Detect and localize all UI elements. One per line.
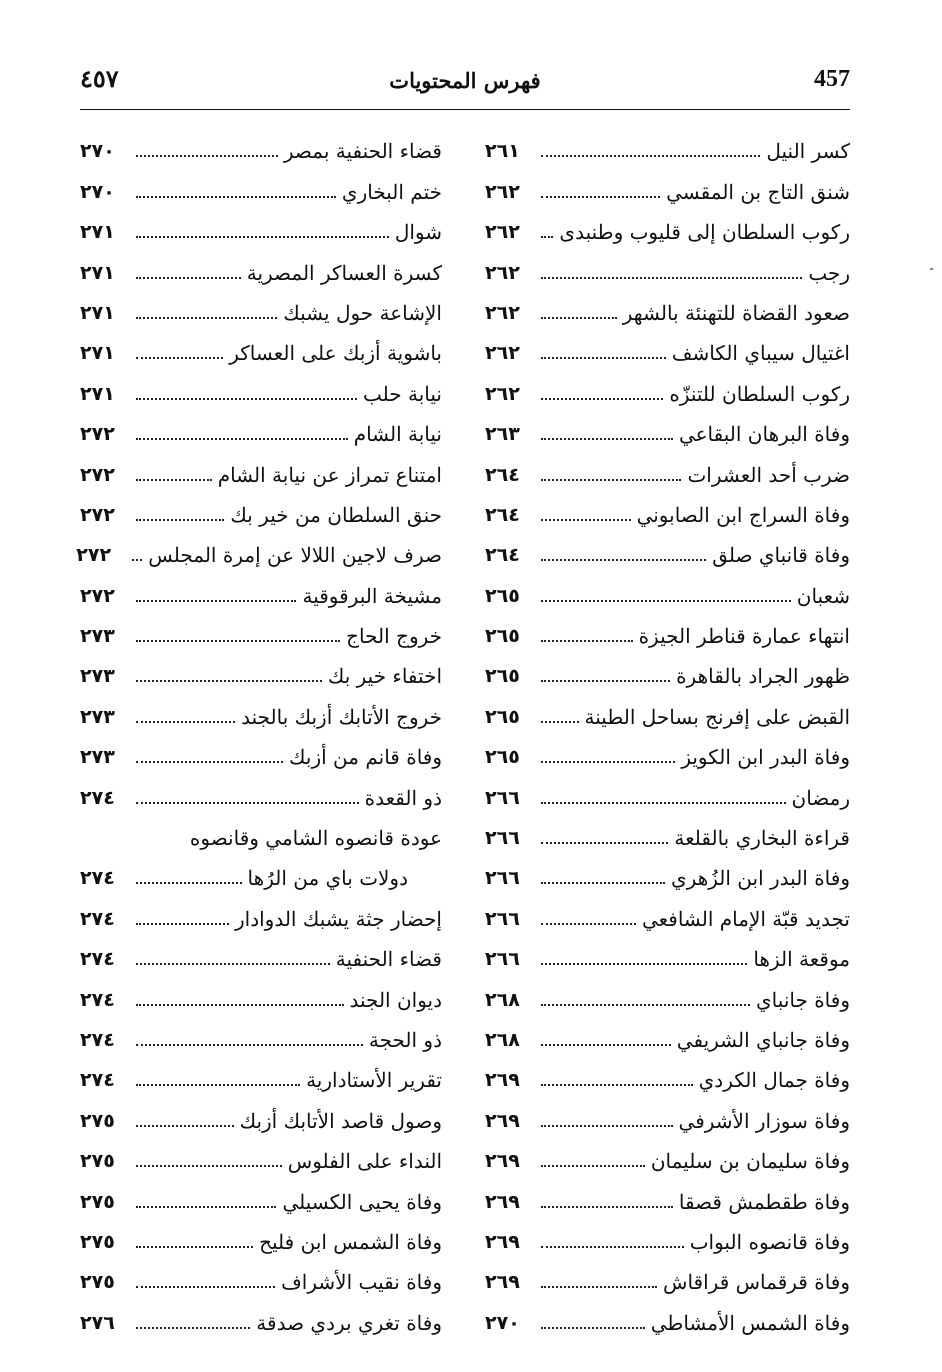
toc-entry-page: ٢٧٤ — [80, 948, 115, 971]
toc-leader-dots — [136, 640, 340, 642]
toc-entry-page: ٢٦٢ — [485, 261, 520, 284]
toc-entry — [80, 1174, 442, 1214]
toc-leader-dots — [136, 600, 296, 602]
toc-leader-dots — [541, 721, 579, 723]
toc-entry — [80, 1215, 442, 1255]
toc-entry-title: قضاء الحنفية بمصر — [283, 139, 442, 164]
toc-entry-title: وفاة البدر ابن الزُهري — [671, 866, 850, 891]
toc-leader-dots — [541, 519, 631, 521]
toc-entry-title: وفاة تغري بردي صدقة — [256, 1310, 442, 1335]
toc-leader-dots — [136, 317, 277, 319]
toc-entry-title: نيابة حلب — [363, 381, 442, 406]
toc-leader-dots — [136, 721, 235, 723]
toc-entry — [80, 1053, 442, 1093]
toc-entry — [485, 164, 850, 204]
header-rule — [80, 109, 850, 110]
toc-entry — [80, 972, 442, 1012]
toc-leader-dots — [541, 842, 668, 844]
margin-speck — [930, 268, 933, 270]
toc-leader-dots — [136, 882, 242, 884]
toc-entry — [80, 1093, 442, 1133]
toc-entry — [485, 407, 850, 447]
toc-leader-dots — [136, 1165, 282, 1167]
toc-leader-dots — [541, 1004, 750, 1006]
toc-entry — [80, 488, 442, 528]
toc-entry-title: وفاة سليمان بن سليمان — [650, 1149, 850, 1174]
toc-leader-dots — [136, 438, 348, 440]
toc-leader-dots — [136, 802, 359, 804]
toc-entry-page: ٢٧٢ — [76, 544, 112, 567]
toc-entry-title: قضاء الحنفية — [335, 947, 442, 972]
toc-entry — [485, 1053, 850, 1093]
toc-entry — [485, 245, 850, 285]
toc-entry-title: وفاة قانصوه البواب — [689, 1229, 850, 1254]
toc-entry-page: ٢٦٦ — [485, 786, 520, 809]
toc-entry-title: انتهاء عمارة قناطر الجيزة — [638, 624, 850, 649]
toc-entry-title: وفاة جانباي — [756, 987, 850, 1012]
toc-entry — [485, 891, 850, 931]
toc-entry — [485, 205, 850, 245]
toc-entry — [80, 407, 442, 447]
toc-entry-title: ركوب السلطان إلى قليوب وطنبدى — [559, 220, 850, 245]
toc-leader-dots — [541, 1246, 684, 1248]
toc-entry-title: كسر النيل — [766, 139, 850, 164]
toc-entry — [485, 811, 850, 851]
toc-entry — [80, 568, 442, 608]
toc-leader-dots — [541, 680, 670, 682]
toc-leader-dots — [541, 236, 553, 238]
toc-entry — [80, 932, 442, 972]
toc-entry-title: باشوية أزبك على العساكر — [229, 341, 442, 366]
toc-entry-title: وفاة الشمس الأمشاطي — [650, 1310, 850, 1335]
toc-entry-title: حنق السلطان من خير بك — [230, 502, 442, 527]
toc-entry — [485, 1134, 850, 1174]
toc-leader-dots — [541, 1327, 645, 1329]
toc-leader-dots — [136, 236, 389, 238]
toc-entry-page: ٢٦٣ — [485, 423, 520, 446]
toc-entry — [485, 609, 850, 649]
toc-leader-dots — [541, 155, 760, 157]
toc-entry — [80, 851, 442, 891]
toc-entry-page: ٢٦٤ — [485, 463, 520, 486]
toc-entry-page: ٢٧١ — [80, 382, 115, 405]
toc-entry — [485, 1255, 850, 1295]
toc-entry-page: ٢٦٨ — [485, 1028, 520, 1051]
toc-entry — [485, 972, 850, 1012]
toc-entry — [485, 1093, 850, 1133]
toc-leader-dots — [136, 277, 241, 279]
toc-entry — [485, 1295, 850, 1335]
toc-entry-title: وفاة الشمس ابن فليح — [259, 1229, 442, 1254]
toc-leader-dots — [136, 1125, 234, 1127]
toc-leader-dots — [541, 882, 665, 884]
toc-entry-title: وصول قاصد الأتابك أزبك — [239, 1108, 442, 1133]
toc-leader-dots — [541, 802, 786, 804]
toc-entry-title: خروج الأتابك أزبك بالجند — [241, 704, 442, 729]
toc-entry-title: وفاة طقطمش قصقا — [678, 1189, 850, 1214]
toc-entry-page: ٢٦٩ — [485, 1069, 520, 1092]
toc-entry-title: صعود القضاة للتهنئة بالشهر — [622, 300, 850, 325]
toc-entry-title: موقعة الزها — [753, 947, 850, 972]
toc-entry — [80, 245, 442, 285]
toc-entry-page: ٢٧٤ — [80, 1028, 115, 1051]
toc-entry-title: القبض على إفرنج بساحل الطينة — [584, 704, 850, 729]
toc-entry-page: ٢٦٥ — [485, 625, 520, 648]
toc-entry-title: شعبان — [796, 583, 850, 608]
toc-leader-dots — [136, 1327, 250, 1329]
toc-entry-title: رمضان — [791, 785, 850, 810]
toc-entry-title: ختم البخاري — [341, 179, 442, 204]
toc-entry — [485, 568, 850, 608]
toc-leader-dots — [136, 963, 330, 965]
toc-entry-page: ٢٧٠ — [80, 140, 115, 163]
toc-entry-title: صرف لاجين اللالا عن إمرة المجلس — [148, 543, 442, 568]
toc-entry-title: اختفاء خير بك — [327, 664, 442, 689]
toc-entry-title: وفاة يحيى الكسيلي — [282, 1189, 442, 1214]
toc-entry-page: ٢٦٢ — [485, 221, 520, 244]
toc-leader-dots — [541, 479, 681, 481]
toc-entry-title: وفاة السراج ابن الصابوني — [636, 502, 850, 527]
toc-entry-page: ٢٦٥ — [485, 705, 520, 728]
toc-leader-dots — [541, 1206, 673, 1208]
toc-leader-dots — [136, 923, 229, 925]
toc-leader-dots — [136, 1286, 275, 1288]
toc-leader-dots — [541, 1044, 671, 1046]
toc-entry-page: ٢٧٦ — [80, 1311, 115, 1334]
toc-entry-title: وفاة البدر ابن الكويز — [681, 745, 850, 770]
toc-entry-title: وفاة قانم من أزبك — [289, 745, 442, 770]
toc-entry-title: شوال — [394, 220, 442, 245]
toc-entry-page: ٢٧١ — [80, 261, 115, 284]
toc-entry-title: ضرب أحد العشرات — [687, 462, 850, 487]
toc-entry — [80, 286, 442, 326]
toc-entry — [80, 1295, 442, 1335]
toc-entry-page: ٢٦٩ — [485, 1109, 520, 1132]
toc-entry-title: ظهور الجراد بالقاهرة — [676, 664, 850, 689]
toc-entry — [485, 447, 850, 487]
toc-entry-page: ٢٧٥ — [80, 1109, 115, 1132]
toc-leader-dots — [541, 640, 633, 642]
toc-entry — [485, 1215, 850, 1255]
toc-entry-page: ٢٧٣ — [80, 746, 115, 769]
toc-entry-page: ٢٧٣ — [80, 665, 115, 688]
toc-entry-page: ٢٦٩ — [485, 1230, 520, 1253]
toc-entry — [485, 488, 850, 528]
toc-leader-dots — [541, 600, 791, 602]
toc-entry-page: ٢٦٥ — [485, 665, 520, 688]
toc-leader-dots — [136, 196, 336, 198]
toc-column-right — [485, 124, 850, 1336]
toc-entry-title: وفاة نقيب الأشراف — [281, 1270, 442, 1295]
toc-leader-dots — [541, 923, 636, 925]
toc-entry-title: شنق التاج بن المقسي — [666, 179, 850, 204]
toc-entry-page: ٢٧٢ — [80, 584, 115, 607]
toc-entry-page: ٢٧٢ — [80, 423, 115, 446]
toc-entry-title: ركوب السلطان للتنزّه — [669, 381, 850, 406]
toc-entry-page: ٢٧٤ — [80, 867, 115, 890]
toc-entry-title: وفاة البرهان البقاعي — [678, 422, 850, 447]
toc-entry-page: ٢٦٥ — [485, 746, 520, 769]
toc-entry-title: عودة قانصوه الشامي وقانصوه — [189, 826, 442, 851]
toc-leader-dots — [136, 1206, 276, 1208]
toc-leader-dots — [541, 1286, 657, 1288]
toc-leader-dots — [541, 1165, 645, 1167]
toc-entry-title: ديوان الجند — [349, 987, 442, 1012]
toc-entry-page: ٢٧٤ — [80, 1069, 115, 1092]
toc-leader-dots — [136, 155, 278, 157]
toc-entry-title: ذو القعدة — [364, 785, 442, 810]
toc-leader-dots — [541, 1125, 673, 1127]
toc-entry-page: ٢٦٩ — [485, 1271, 520, 1294]
toc-entry-page: ٢٦٦ — [485, 827, 520, 850]
toc-entry-title: ذو الحجة — [368, 1027, 442, 1052]
toc-entry-page: ٢٧١ — [80, 301, 115, 324]
toc-entry-title: النداء على الفلوس — [287, 1149, 442, 1174]
page-header — [80, 62, 850, 102]
toc-entry — [485, 124, 850, 164]
toc-entry-title: وفاة جانباي الشريفي — [676, 1027, 850, 1052]
toc-entry-page: ٢٧٢ — [80, 463, 115, 486]
toc-leader-dots — [541, 1084, 693, 1086]
toc-entry — [485, 326, 850, 366]
toc-entry-title: وفاة جمال الكردي — [698, 1068, 850, 1093]
toc-entry-title: الإشاعة حول يشبك — [283, 300, 442, 325]
toc-entry-page: ٢٦٦ — [485, 907, 520, 930]
toc-entry — [485, 770, 850, 810]
toc-entry-title: وفاة قرقماس قراقاش — [663, 1270, 850, 1295]
toc-entry-page: ٢٦٨ — [485, 988, 520, 1011]
toc-leader-dots — [541, 398, 663, 400]
toc-entry — [485, 932, 850, 972]
toc-entry — [80, 205, 442, 245]
toc-entry-page: ٢٦٢ — [485, 342, 520, 365]
toc-entry-page: ٢٦٢ — [485, 180, 520, 203]
toc-leader-dots — [541, 357, 666, 359]
toc-leader-dots — [136, 357, 223, 359]
toc-entry-page: ٢٧٣ — [80, 625, 115, 648]
toc-entry — [80, 326, 442, 366]
toc-entry-title: مشيخة البرقوقية — [302, 583, 442, 608]
toc-entry-page: ٢٦٩ — [485, 1190, 520, 1213]
toc-entry-title: كسرة العساكر المصرية — [246, 260, 442, 285]
toc-entry — [80, 811, 442, 851]
toc-entry — [80, 447, 442, 487]
toc-entry-page: ٢٦٩ — [485, 1150, 520, 1173]
toc-leader-dots — [132, 559, 142, 561]
toc-leader-dots — [136, 1044, 363, 1046]
toc-entry-page: ٢٧٥ — [80, 1271, 115, 1294]
toc-entry-title: نيابة الشام — [353, 422, 442, 447]
toc-entry — [485, 286, 850, 326]
toc-leader-dots — [541, 761, 675, 763]
toc-entry-title: اغتيال سيباي الكاشف — [671, 341, 850, 366]
toc-entry-page: ٢٧٣ — [80, 705, 115, 728]
toc-leader-dots — [136, 1004, 344, 1006]
toc-entry — [80, 891, 442, 931]
toc-entry — [485, 366, 850, 406]
toc-leader-dots — [136, 479, 212, 481]
toc-entry-page: ٢٧١ — [80, 221, 115, 244]
toc-leader-dots — [136, 398, 357, 400]
toc-entry-page: ٢٦٤ — [485, 544, 520, 567]
toc-entry-title: تجديد قبّة الإمام الشافعي — [641, 906, 850, 931]
toc-entry-page: ٢٧١ — [80, 342, 115, 365]
toc-entry — [80, 1255, 442, 1295]
toc-entry-title: امتناع تمراز عن نيابة الشام — [217, 462, 442, 487]
toc-entry-title: تقرير الأستادارية — [306, 1068, 442, 1093]
toc-entry — [485, 730, 850, 770]
toc-entry-page: ٢٦٢ — [485, 301, 520, 324]
toc-entry-title: إحضار جثة يشبك الدوادار — [235, 906, 442, 931]
toc-entry — [80, 689, 442, 729]
toc-entry — [80, 1134, 442, 1174]
toc-leader-dots — [136, 680, 322, 682]
toc-leader-dots — [541, 277, 802, 279]
page-number-arabic: ٤٥٧ — [80, 64, 119, 93]
toc-leader-dots — [136, 1084, 300, 1086]
toc-entry-page: ٢٧٠ — [80, 180, 115, 203]
toc-entry-title: وفاة قانباي صلق — [712, 543, 850, 568]
toc-leader-dots — [136, 1246, 253, 1248]
toc-leader-dots — [136, 519, 224, 521]
toc-entry — [80, 609, 442, 649]
toc-entry — [485, 1174, 850, 1214]
toc-entry — [485, 1013, 850, 1053]
toc-entry-page: ٢٧٤ — [80, 786, 115, 809]
toc-leader-dots — [541, 317, 617, 319]
toc-entry-page: ٢٧٥ — [80, 1230, 115, 1253]
toc-entry — [80, 770, 442, 810]
toc-entry-page: ٢٦٦ — [485, 948, 520, 971]
toc-entry-title: قراءة البخاري بالقلعة — [674, 826, 850, 851]
toc-leader-dots — [541, 438, 673, 440]
toc-entry-page: ٢٧٤ — [80, 907, 115, 930]
toc-entry — [80, 124, 442, 164]
toc-leader-dots — [136, 761, 283, 763]
running-title: فهرس المحتويات — [389, 68, 541, 93]
toc-entry-page: ٢٧٤ — [80, 988, 115, 1011]
toc-entry-title: دولات باي من الرُها — [247, 866, 408, 891]
toc-entry — [80, 1013, 442, 1053]
toc-entry-title: وفاة سوزار الأشرفي — [678, 1108, 850, 1133]
toc-leader-dots — [541, 559, 706, 561]
toc-entry-title: خروج الحاج — [346, 624, 442, 649]
toc-entry-page: ٢٧٥ — [80, 1150, 115, 1173]
toc-entry — [80, 649, 442, 689]
toc-entry-page: ٢٦٥ — [485, 584, 520, 607]
toc-entry-page: ٢٧٢ — [80, 503, 115, 526]
toc-entry-page: ٢٦١ — [485, 140, 520, 163]
toc-entry-page: ٢٦٢ — [485, 382, 520, 405]
toc-entry — [485, 689, 850, 729]
toc-entry-page: ٢٧٠ — [485, 1311, 520, 1334]
toc-entry — [80, 730, 442, 770]
toc-entry-page: ٢٧٥ — [80, 1190, 115, 1213]
toc-entry-page: ٢٦٤ — [485, 503, 520, 526]
toc-column-left — [76, 124, 442, 1336]
toc-entry — [80, 366, 442, 406]
toc-entry — [80, 164, 442, 204]
page-number-latin: 457 — [814, 66, 850, 92]
toc-entry-page: ٢٦٦ — [485, 867, 520, 890]
toc-leader-dots — [541, 963, 747, 965]
toc-entry-title: رجب — [808, 260, 850, 285]
toc-entry — [485, 649, 850, 689]
toc-entry — [485, 528, 850, 568]
toc-entry — [485, 851, 850, 891]
toc-entry — [76, 528, 442, 568]
toc-leader-dots — [541, 196, 660, 198]
